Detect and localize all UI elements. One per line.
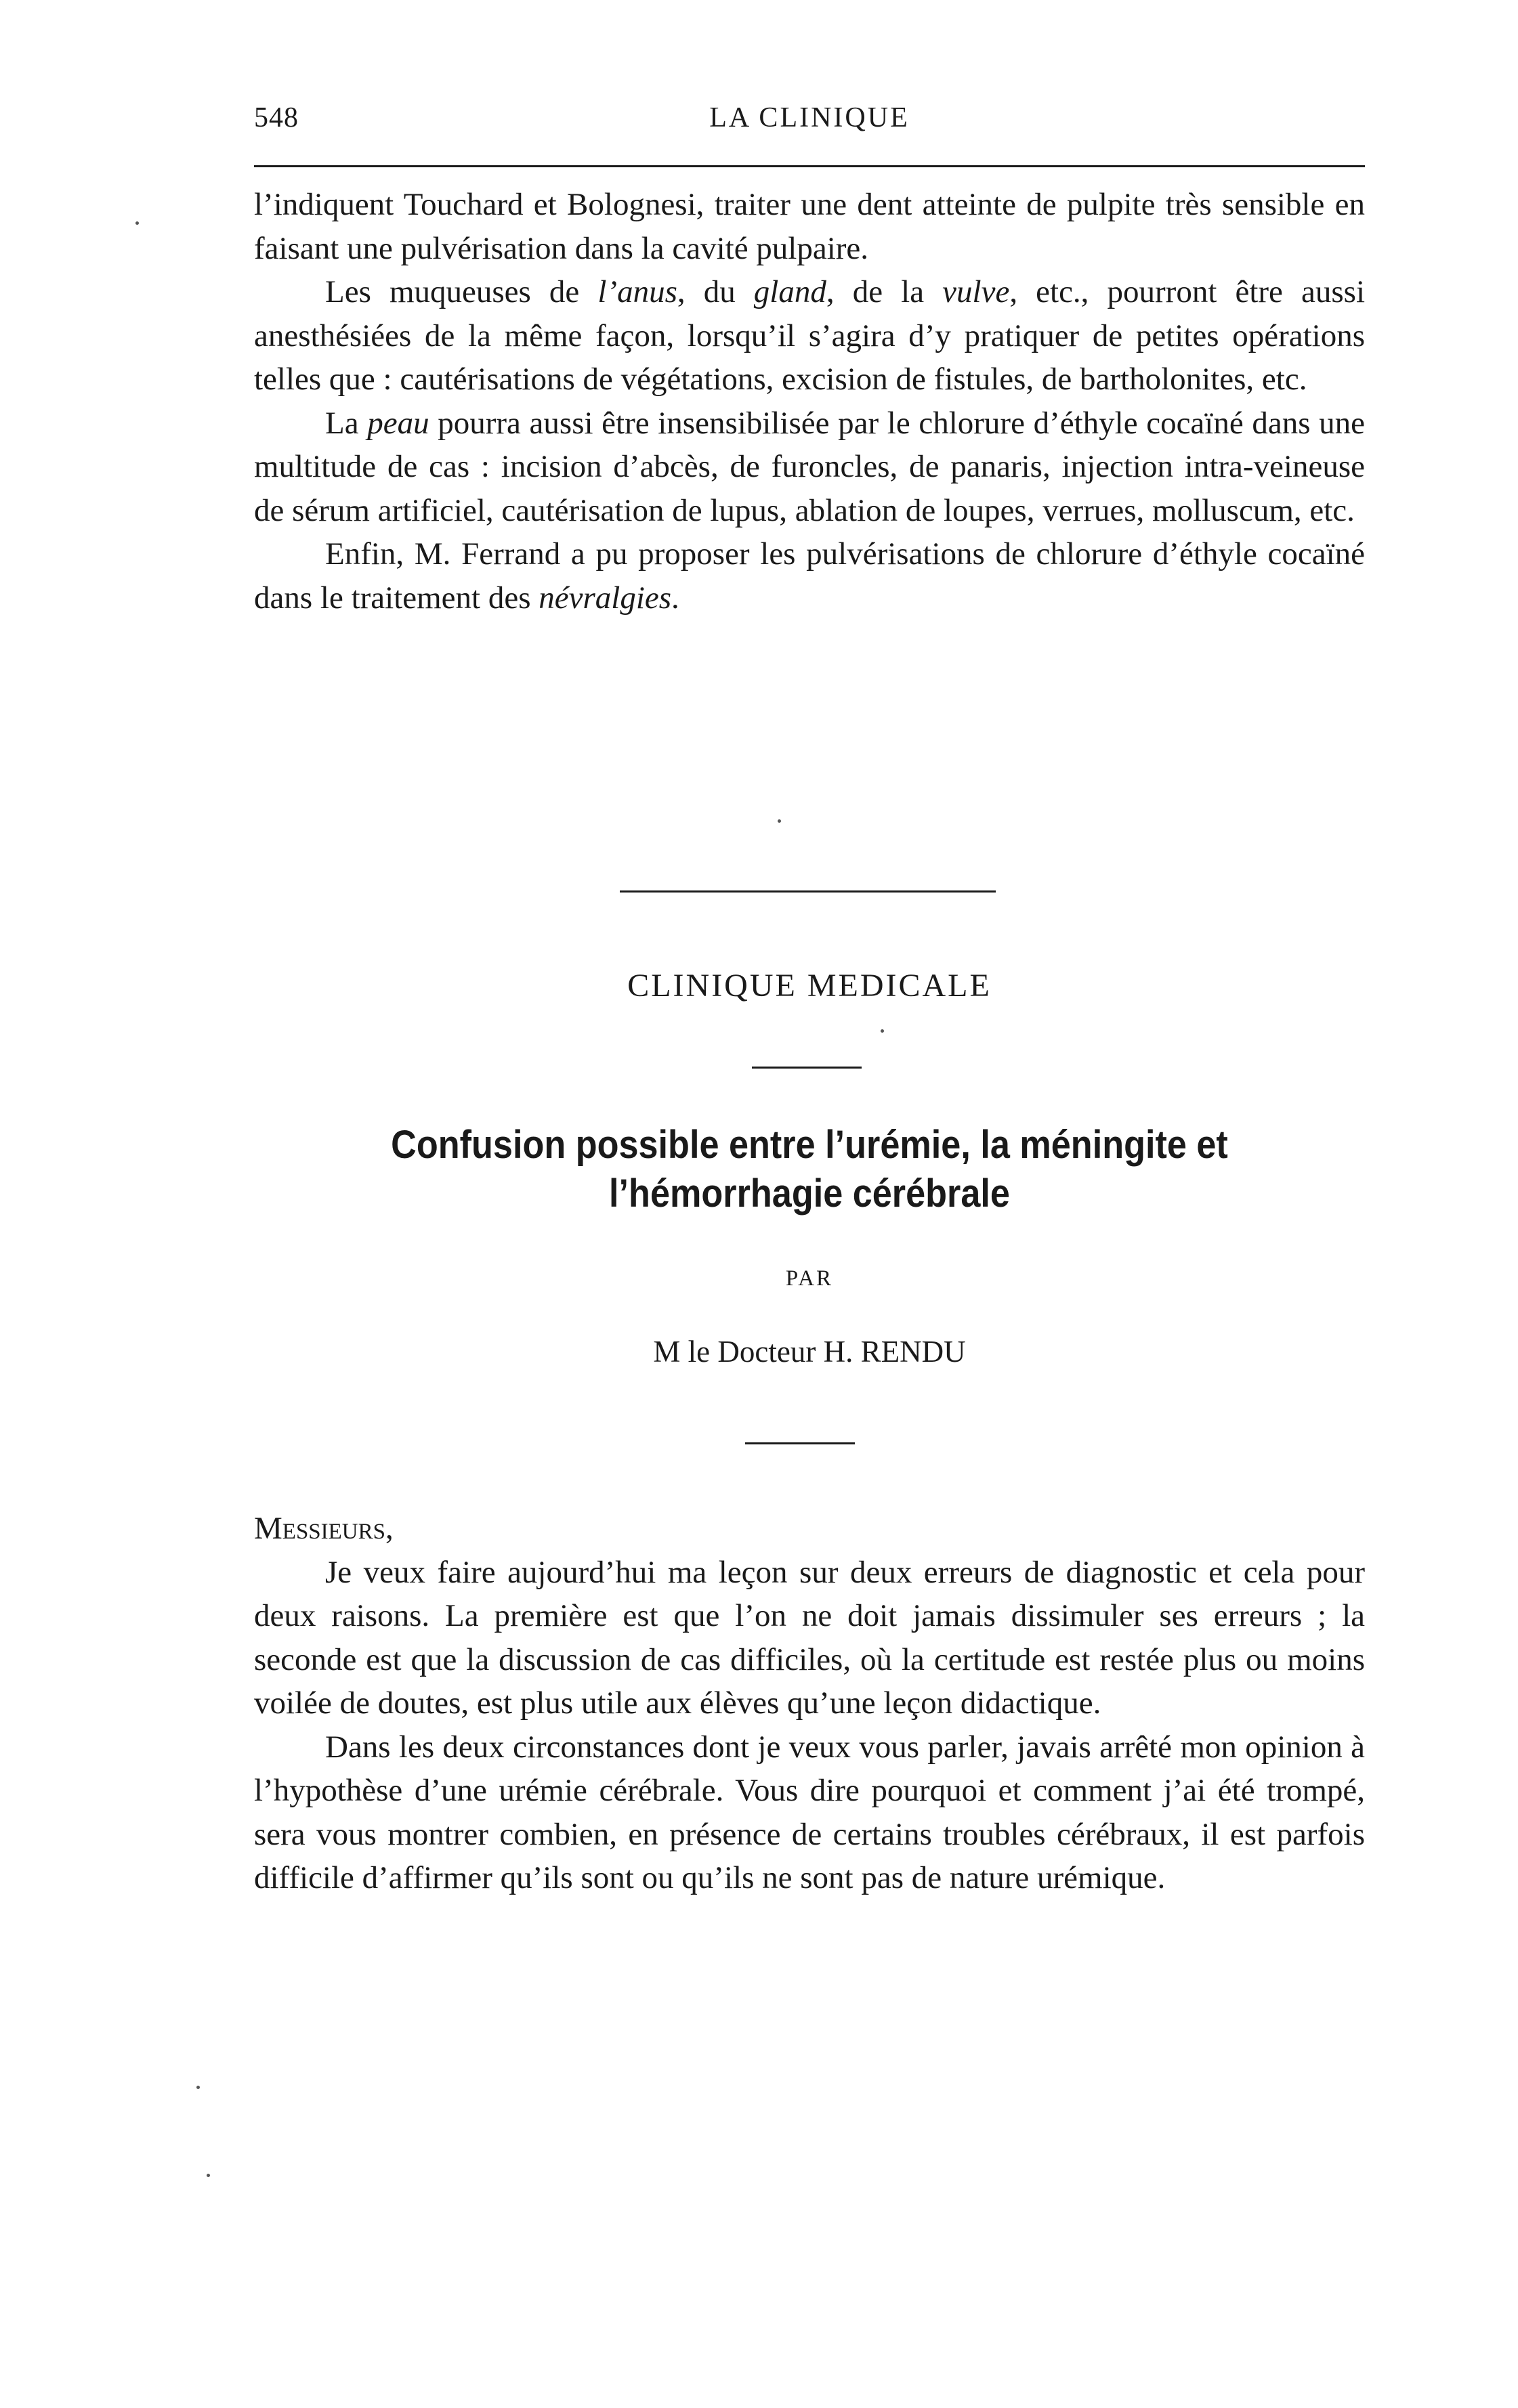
scan-speck	[881, 1029, 884, 1033]
article-title-line-2: l’hémorrhagie cérébrale	[609, 1171, 1010, 1216]
author-name: M le Docteur H. RENDU	[653, 1335, 966, 1369]
scan-speck	[135, 221, 139, 225]
text-run: La	[325, 405, 368, 441]
text-run: , etc., pourront être aussi anesthésiées de la même façon, lorsqu’il s’agira d’y pratiquer de petites opérations telles que : cautérisations de végétations, excision de fistules, de bartholonites, etc.	[254, 274, 1365, 397]
text-run: l’indiquent Touchard et Bolognesi, traiter une dent atteinte de pulpite très sensible en faisant une pulvérisation dans la cavité pulpaire.	[254, 187, 1365, 266]
italic-term: l’anus	[597, 274, 677, 309]
author-separator-rule	[745, 1442, 855, 1444]
italic-term: névralgies	[539, 580, 672, 616]
continued-paragraph-3	[254, 402, 1365, 533]
text-run: pourra aussi être insensibilisée par le chlorure d’éthyle cocaïné dans une multitude de cas : incision d’abcès, de furoncles, de panaris, injection intra-veineuse de sérum artificiel, cautérisation de lupus, ablation de loupes, verrues, molluscum, etc.	[254, 405, 1365, 528]
scan-speck	[196, 2086, 200, 2089]
salutation: Messieurs,	[254, 1511, 394, 1546]
by-line: PAR	[785, 1266, 834, 1291]
continued-paragraph-1	[254, 183, 1365, 270]
italic-term: peau	[367, 405, 429, 441]
section-separator-rule	[620, 890, 996, 893]
page-number: 548	[254, 102, 299, 133]
italic-term: vulve	[942, 274, 1010, 309]
article-title-line-1: Confusion possible entre l’urémie, la méningite et	[391, 1123, 1228, 1167]
article-paragraph-2: Dans les deux circonstances dont je veux vous parler, javais arrêté mon opinion à l’hypothèse d’une urémie cérébrale. Vous dire pourquoi et comment j’ai été trompé, sera vous montrer combien, en présence de certains troubles cérébraux, il est parfois difficile d’affirmer qu’ils sont ou qu’ils ne sont pas de nature urémique.	[254, 1729, 1365, 1895]
continued-text	[254, 183, 1365, 620]
text-run: .	[671, 580, 679, 616]
heading-separator-rule	[752, 1067, 862, 1069]
scan-speck	[207, 2174, 210, 2177]
text-run: , de la	[826, 274, 943, 309]
article-title	[310, 1121, 1309, 1218]
section-heading: CLINIQUE MEDICALE	[627, 968, 992, 1004]
header-rule	[254, 165, 1365, 167]
continued-paragraph-4	[254, 532, 1365, 620]
running-head	[254, 102, 1365, 142]
text-run: , du	[677, 274, 754, 309]
scan-speck	[778, 819, 781, 823]
article-paragraph-1: Je veux faire aujourd’hui ma leçon sur deux erreurs de diagnostic et cela pour deux raisons. La première est que l’on ne doit jamais dissimuler ses erreurs ; la seconde est que la discussion de cas difficiles, où la certitude est restée plus ou moins voilée de doutes, est plus utile aux élèves qu’une leçon didactique.	[254, 1554, 1365, 1721]
text-run: Les muqueuses de	[325, 274, 598, 309]
text-run: Enfin, M. Ferrand a pu proposer les pulvérisations de chlorure d’éthyle cocaïné dans le traitement des	[254, 536, 1365, 616]
italic-term: gland	[753, 274, 826, 309]
article-body	[254, 1507, 1365, 1900]
journal-title: LA CLINIQUE	[709, 102, 910, 133]
continued-paragraph-2	[254, 270, 1365, 402]
